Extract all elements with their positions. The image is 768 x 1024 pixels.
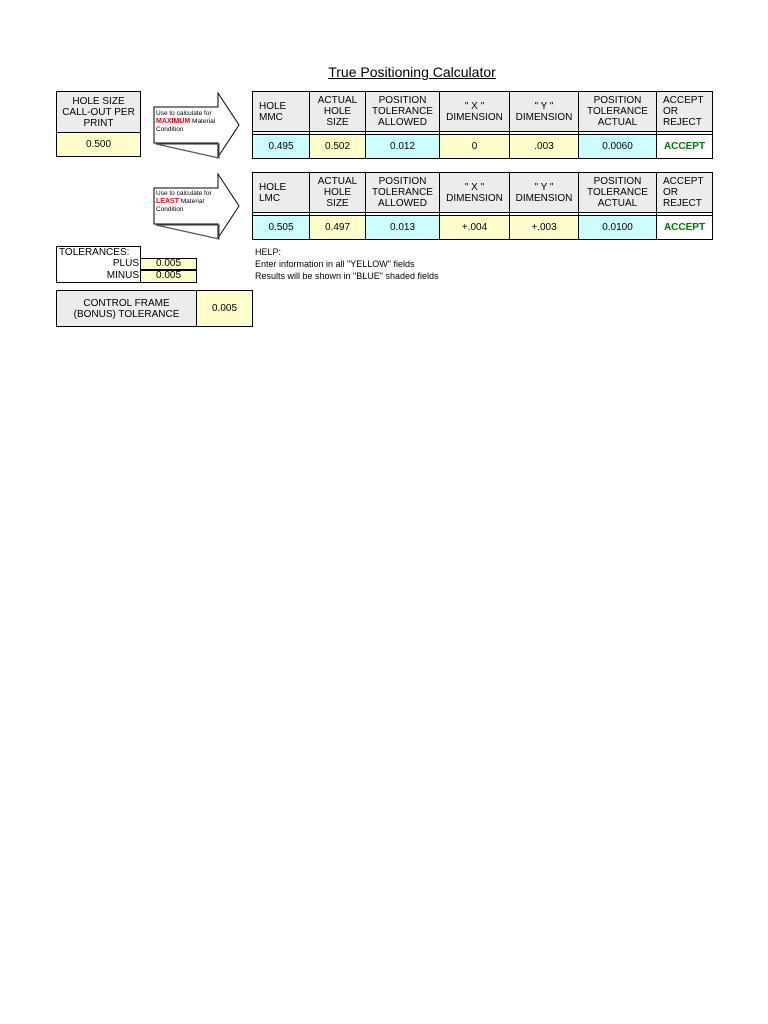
table-row [253, 216, 713, 240]
header-y-dimension: " Y " DIMENSION [510, 173, 579, 213]
arrow-note-suffix: Material Condition [156, 118, 216, 133]
table-header-row [253, 92, 713, 132]
header-y-dimension: " Y " DIMENSION [510, 92, 579, 132]
header-actual-hole-size: ACTUAL HOLE SIZE [310, 92, 366, 132]
help-title: HELP: [255, 247, 282, 257]
mmc-table [252, 91, 713, 159]
header-hole-lmc: HOLE LMC [253, 173, 310, 213]
arrow-note-prefix: Use to calculate for [156, 190, 212, 197]
arrow-note-mmc [156, 110, 228, 134]
control-frame-label: CONTROL FRAME (BONUS) TOLERANCE [56, 290, 197, 327]
arrow-note-emph: MAXIMUM [156, 118, 191, 125]
position-tolerance-actual-value: 0.0100 [579, 216, 657, 240]
accept-reject-result: ACCEPT [657, 216, 713, 240]
hole-lmc-value: 0.505 [253, 216, 310, 240]
tolerances-label: TOLERANCES: [56, 246, 141, 258]
header-position-tolerance-allowed: POSITION TOLERANCE ALLOWED [366, 92, 440, 132]
tolerance-minus-field[interactable]: 0.005 [140, 270, 197, 283]
hole-mmc-value: 0.495 [253, 135, 310, 159]
position-tolerance-allowed-value: 0.013 [366, 216, 440, 240]
header-accept-or-reject: ACCEPT OR REJECT [657, 173, 713, 213]
arrow-note-suffix: Material Condition [156, 198, 204, 213]
help-line-blue: Results will be shown in "BLUE" shaded fields [255, 271, 439, 281]
header-actual-hole-size: ACTUAL HOLE SIZE [310, 173, 366, 213]
position-tolerance-allowed-value: 0.012 [366, 135, 440, 159]
control-frame-field[interactable]: 0.005 [196, 290, 253, 327]
header-x-dimension: " X " DIMENSION [440, 92, 510, 132]
help-line-yellow: Enter information in all "YELLOW" fields [255, 259, 415, 269]
tolerance-minus-label: MINUS [56, 270, 141, 283]
arrow-note-lmc [156, 190, 228, 214]
y-dimension-field[interactable]: +.003 [510, 216, 579, 240]
arrow-note-emph: LEAST [156, 198, 179, 205]
header-hole-mmc: HOLE MMC [253, 92, 310, 132]
actual-hole-size-field[interactable]: 0.502 [310, 135, 366, 159]
header-x-dimension: " X " DIMENSION [440, 173, 510, 213]
page-title: True Positioning Calculator [328, 64, 496, 80]
actual-hole-size-field[interactable]: 0.497 [310, 216, 366, 240]
x-dimension-field[interactable]: 0 [440, 135, 510, 159]
callout-value-field[interactable]: 0.500 [56, 132, 141, 157]
help-section [255, 246, 575, 282]
tolerance-plus-field[interactable]: 0.005 [140, 258, 197, 270]
callout-label: HOLE SIZE CALL-OUT PER PRINT [56, 91, 141, 133]
table-header-row [253, 173, 713, 213]
header-position-tolerance-actual: POSITION TOLERANCE ACTUAL [579, 173, 657, 213]
header-position-tolerance-actual: POSITION TOLERANCE ACTUAL [579, 92, 657, 132]
y-dimension-field[interactable]: .003 [510, 135, 579, 159]
lmc-table [252, 172, 713, 240]
header-accept-or-reject: ACCEPT OR REJECT [657, 92, 713, 132]
x-dimension-field[interactable]: +.004 [440, 216, 510, 240]
accept-reject-result: ACCEPT [657, 135, 713, 159]
header-position-tolerance-allowed: POSITION TOLERANCE ALLOWED [366, 173, 440, 213]
arrow-note-prefix: Use to calculate for [156, 110, 212, 117]
table-row [253, 135, 713, 159]
tolerance-plus-label: PLUS [56, 258, 141, 270]
position-tolerance-actual-value: 0.0060 [579, 135, 657, 159]
